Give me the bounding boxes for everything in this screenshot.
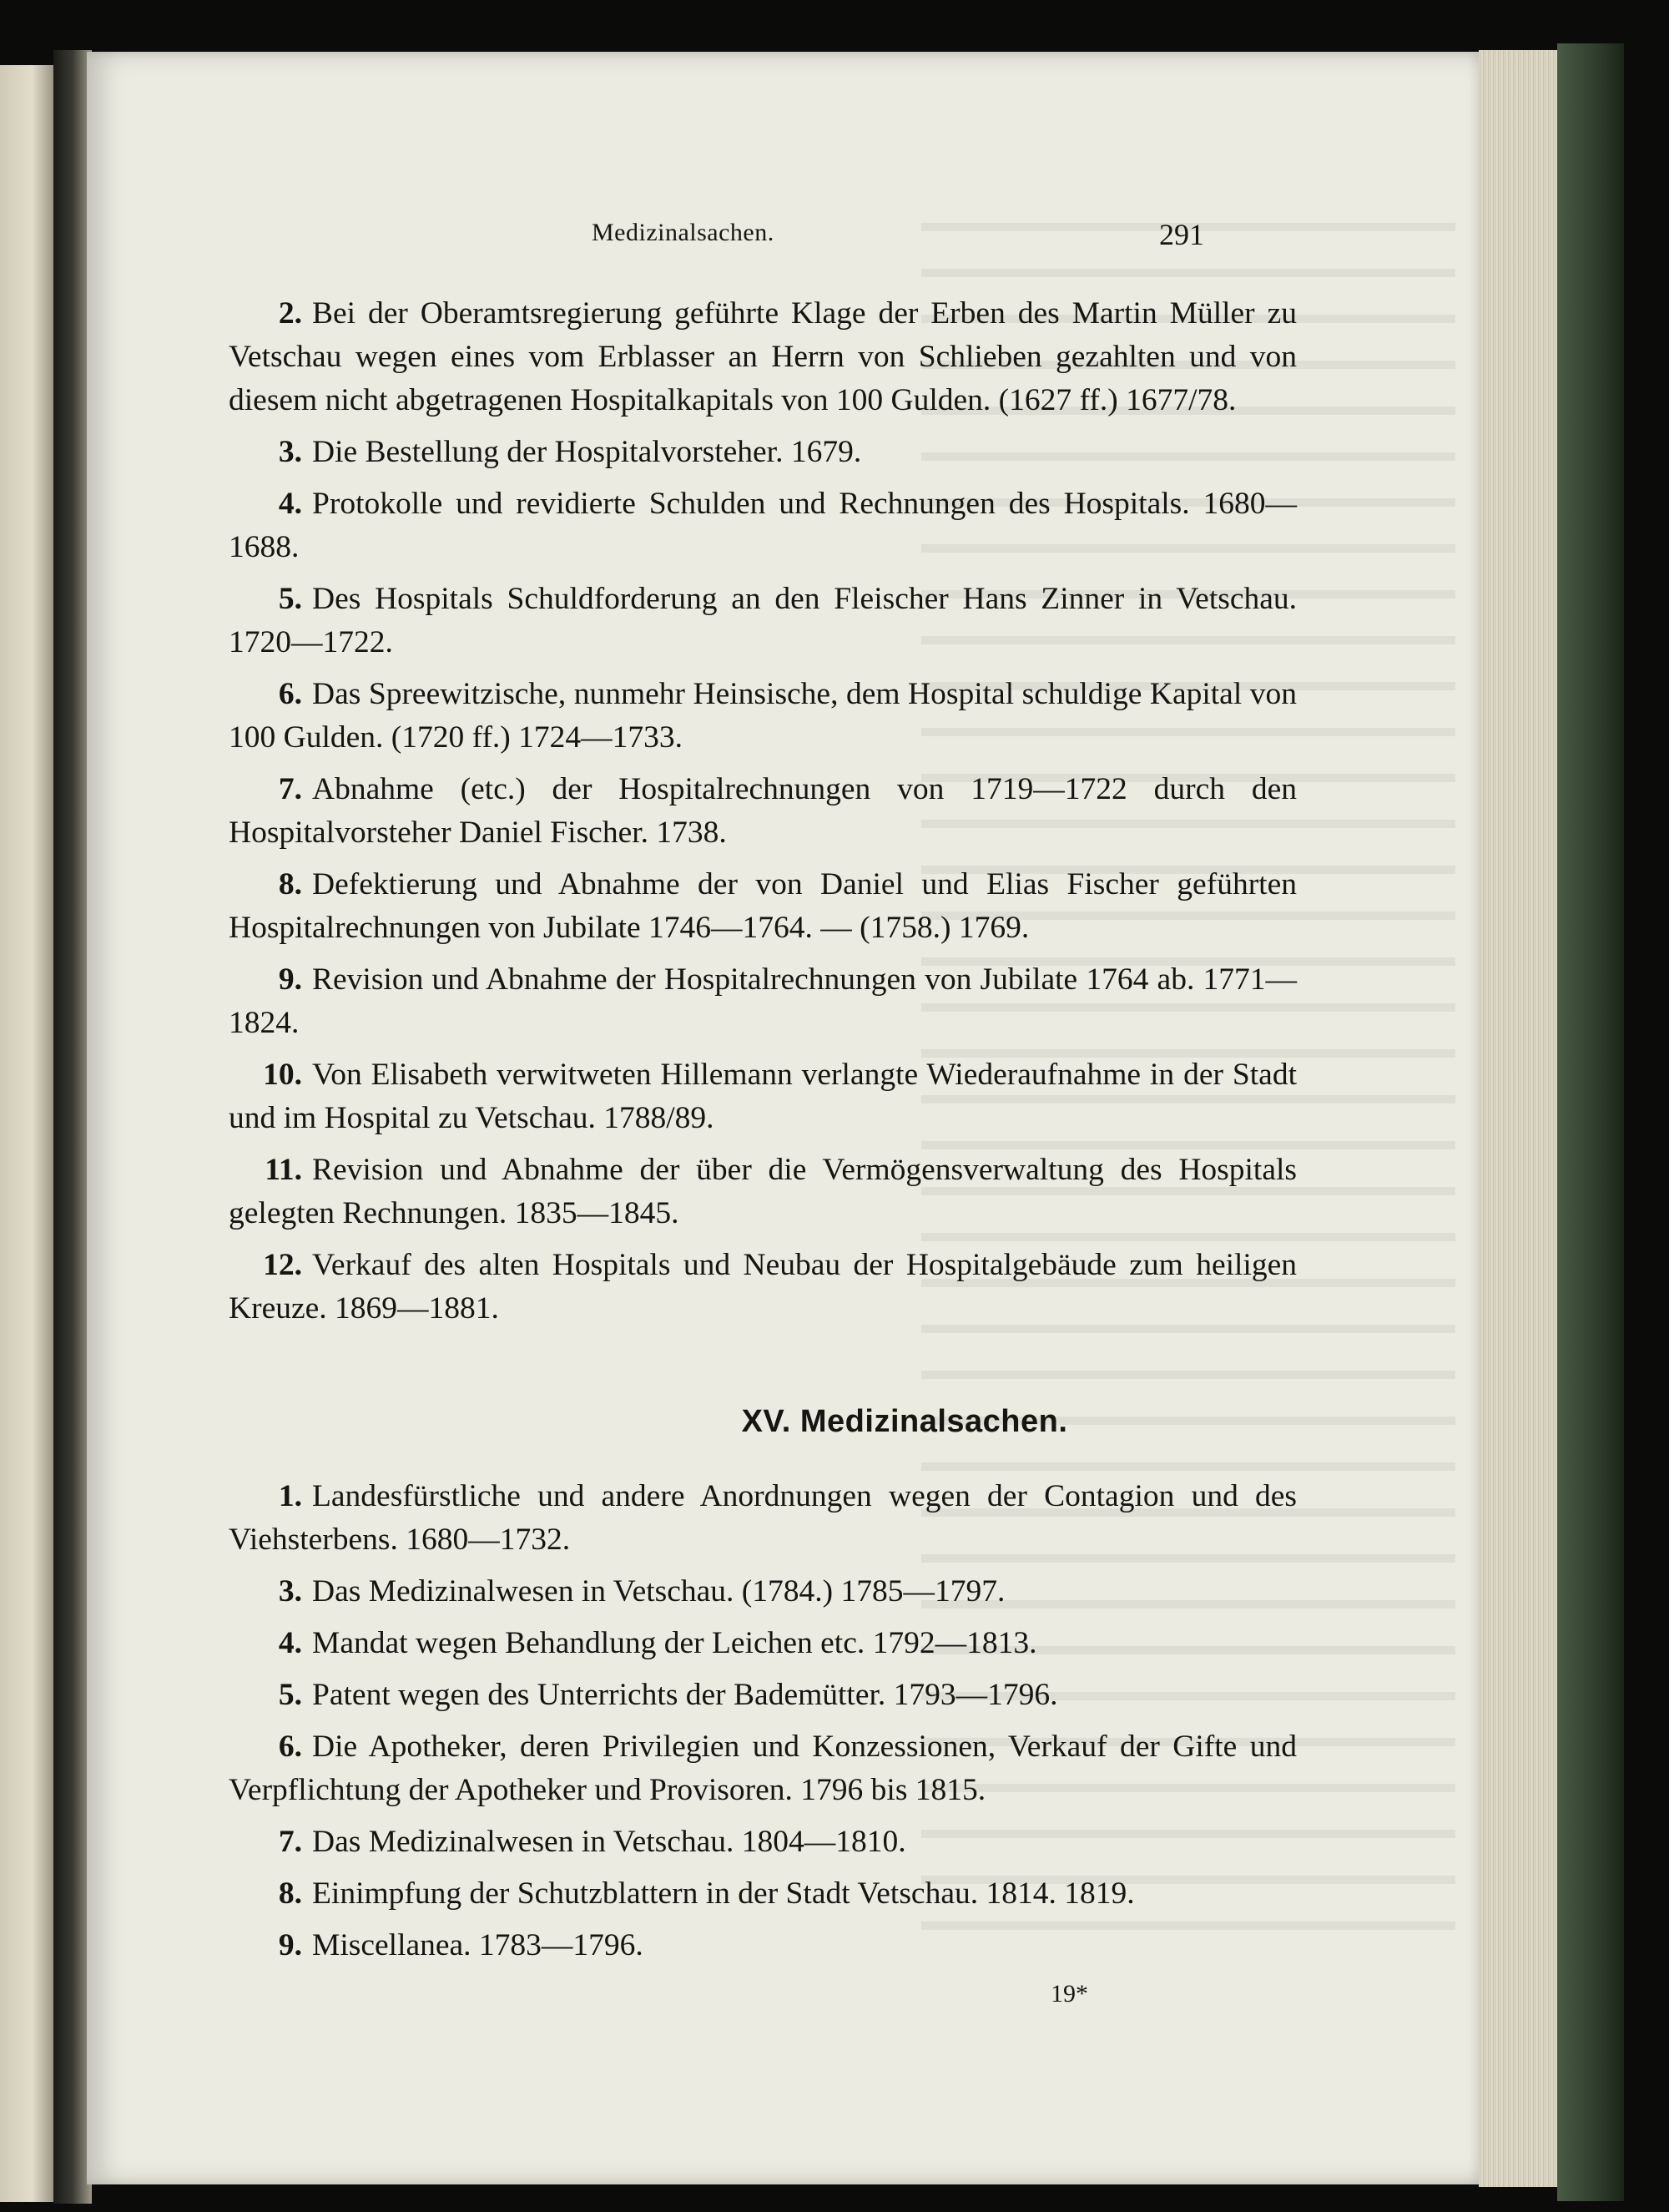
entry-number: 4.: [278, 487, 302, 521]
entry-text: Defektierung und Abnahme der von Daniel und Elias Fischer geführten Hospitalrechnungen von Jubilate 1746—1764. — (1758.) 1769.: [229, 867, 1297, 945]
entry-text: Abnahme (etc.) der Hospitalrechnungen von 1719—1722 durch den Hospitalvorsteher Daniel Fischer. 1738.: [229, 772, 1297, 850]
entry-number: 1.: [278, 1479, 302, 1513]
entry-text: Des Hospitals Schuldforderung an den Fleischer Hans Zinner in Vetschau. 1720—1722.: [229, 582, 1297, 659]
entry-number: 2.: [278, 296, 302, 331]
list-item: [229, 482, 1297, 569]
entry-number: 8.: [278, 1876, 302, 1911]
entry-number: 7.: [278, 1825, 302, 1859]
entry-number: 5.: [278, 582, 302, 616]
list-item: [229, 1622, 1297, 1665]
entry-number: 3.: [278, 1574, 302, 1608]
book-cover: [1557, 43, 1624, 2201]
list-item: [229, 1674, 1297, 1717]
entry-text: Landesfürstliche und andere Anordnungen wegen der Contagion und des Viehsterbens. 1680—1732.: [229, 1479, 1297, 1557]
entry-text: Mandat wegen Behandlung der Leichen etc. 1792—1813.: [312, 1626, 1037, 1660]
section-heading-text: XV. Medizinalsachen.: [741, 1404, 1068, 1439]
entry-text: Das Medizinalwesen in Vetschau. 1804—1810.: [312, 1825, 906, 1859]
list-item: [229, 673, 1297, 760]
page-number: 291: [1159, 218, 1204, 251]
entry-list-continued: [229, 292, 1297, 1339]
facing-page-edge: [0, 65, 53, 2202]
list-item: [229, 1821, 1297, 1864]
list-item: [229, 1149, 1297, 1235]
list-item: [229, 1570, 1297, 1614]
entry-text: Verkauf des alten Hospitals und Neubau der Hospitalgebäude zum heiligen Kreuze. 1869—1881.: [229, 1248, 1297, 1326]
entry-text: Bei der Oberamtsregierung geführte Klage der Erben des Martin Müller zu Vetschau wegen eines vom Erblasser an Herrn von Schlieben gezahlten und von diesem nicht abgetragenen Hospitalkapitals von 100 Gulden. (1627 ff.) 1677/78.: [229, 296, 1297, 417]
entry-number: 11.: [265, 1153, 302, 1187]
list-item: [229, 1475, 1297, 1562]
list-item: [229, 863, 1297, 950]
entry-number: 9.: [278, 1928, 302, 1962]
entry-number: 3.: [278, 435, 302, 469]
entry-list-section: [229, 1475, 1297, 1976]
entry-number: 8.: [278, 867, 302, 901]
entry-text: Patent wegen des Unterrichts der Bademütter. 1793—1796.: [312, 1678, 1058, 1712]
list-item: [229, 958, 1297, 1045]
list-item: [229, 578, 1297, 664]
list-item: [229, 431, 1297, 474]
list-item: [229, 1725, 1297, 1812]
entry-text: Das Medizinalwesen in Vetschau. (1784.) 1785—1797.: [312, 1574, 1006, 1608]
signature-mark: 19*: [1051, 1980, 1088, 2007]
list-item: [229, 1924, 1297, 1967]
entry-number: 6.: [278, 677, 302, 711]
page-edges: [1479, 50, 1559, 2187]
entry-text: Miscellanea. 1783—1796.: [312, 1928, 643, 1962]
entry-text: Protokolle und revidierte Schulden und Rechnungen des Hospitals. 1680—1688.: [229, 487, 1297, 564]
entry-text: Das Spreewitzische, nunmehr Heinsische, dem Hospital schuldige Kapital von 100 Gulden. (1720 ff.) 1724—1733.: [229, 677, 1297, 755]
entry-number: 5.: [278, 1678, 302, 1712]
entry-text: Die Bestellung der Hospitalvorsteher. 1679.: [312, 435, 862, 469]
entry-number: 6.: [278, 1730, 302, 1764]
page-text: [87, 52, 1480, 2184]
entry-text: Einimpfung der Schutzblattern in der Stadt Vetschau. 1814. 1819.: [312, 1876, 1135, 1911]
entry-number: 7.: [278, 772, 302, 806]
entry-text: Revision und Abnahme der über die Vermögensverwaltung des Hospitals gelegten Rechnungen. 1835—1845.: [229, 1153, 1297, 1230]
entry-text: Die Apotheker, deren Privilegien und Konzessionen, Verkauf der Gifte und Verpflichtung der Apotheker und Provisoren. 1796 bis 1815.: [229, 1730, 1297, 1807]
entry-number: 9.: [278, 962, 302, 997]
entry-text: Revision und Abnahme der Hospitalrechnungen von Jubilate 1764 ab. 1771—1824.: [229, 962, 1297, 1040]
section-heading: [87, 1404, 1480, 1440]
list-item: [229, 1872, 1297, 1916]
list-item: [229, 1244, 1297, 1331]
entry-text: Von Elisabeth verwitweten Hillemann verlangte Wiederaufnahme in der Stadt und im Hospital zu Vetschau. 1788/89.: [229, 1058, 1297, 1135]
entry-number: 10.: [263, 1058, 302, 1092]
entry-number: 12.: [263, 1248, 302, 1282]
running-title: Medizinalsachen.: [592, 219, 774, 246]
list-item: [229, 292, 1297, 422]
list-item: [229, 768, 1297, 855]
entry-number: 4.: [278, 1626, 302, 1660]
list-item: [229, 1053, 1297, 1140]
